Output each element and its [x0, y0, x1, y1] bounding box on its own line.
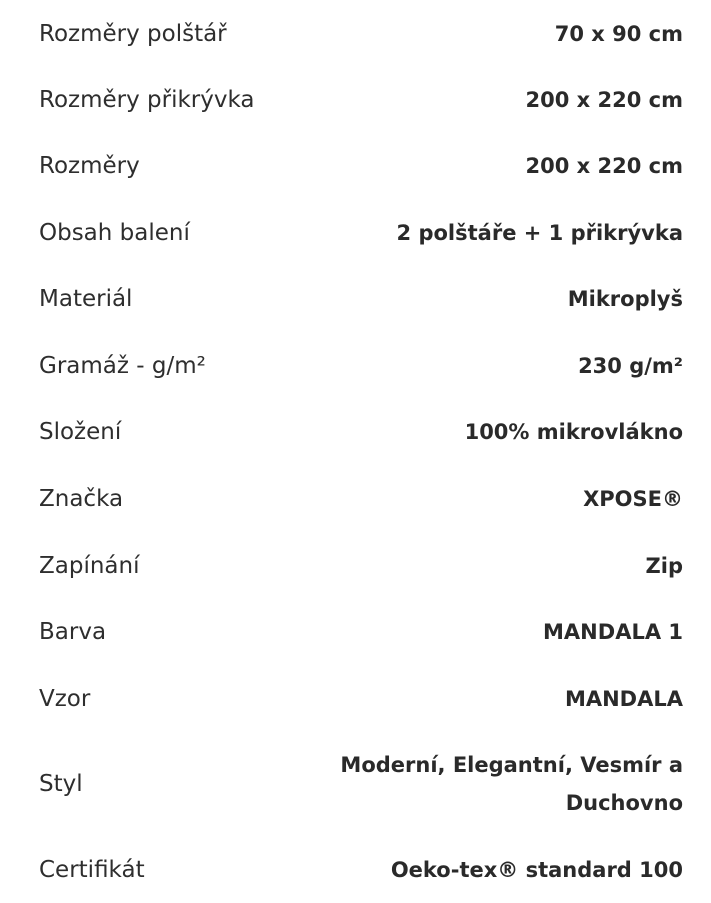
spec-row-composition [39, 413, 683, 451]
spec-row-style [39, 746, 683, 822]
spec-value: Mikroplyš [567, 287, 683, 311]
spec-row-material [39, 280, 683, 318]
spec-row-pillow-size [39, 15, 683, 53]
spec-label: Vzor [39, 686, 91, 712]
spec-row-brand [39, 480, 683, 518]
spec-label: Styl [39, 771, 83, 797]
spec-value: 200 x 220 cm [525, 154, 683, 178]
spec-label: Složení [39, 419, 122, 445]
spec-value: 2 polštáře + 1 přikrývka [396, 221, 683, 245]
spec-label: Zapínání [39, 553, 140, 579]
spec-row-grammage [39, 347, 683, 385]
spec-value: 100% mikrovlákno [464, 420, 683, 444]
spec-row-closure [39, 547, 683, 585]
spec-value: XPOSE® [583, 487, 683, 511]
spec-label: Rozměry přikrývka [39, 87, 255, 113]
spec-label: Obsah balení [39, 220, 190, 246]
spec-value: 200 x 220 cm [525, 88, 683, 112]
spec-value: Moderní, Elegantní, Vesmír a Duchovno [340, 753, 683, 815]
spec-row-duvet-size [39, 81, 683, 119]
spec-value: Zip [645, 554, 683, 578]
spec-label: Barva [39, 619, 107, 645]
spec-value: 70 x 90 cm [554, 22, 683, 46]
spec-value: MANDALA 1 [543, 620, 683, 644]
spec-row-package-contents [39, 214, 683, 252]
spec-row-pattern [39, 680, 683, 718]
spec-label: Certifikát [39, 857, 145, 883]
spec-label: Rozměry [39, 153, 140, 179]
spec-label: Značka [39, 486, 124, 512]
spec-label: Rozměry polštář [39, 21, 227, 47]
spec-label: Materiál [39, 286, 133, 312]
spec-row-size [39, 147, 683, 185]
spec-row-color [39, 613, 683, 651]
spec-value: Oeko-tex® standard 100 [390, 858, 683, 882]
spec-row-certificate [39, 851, 683, 889]
spec-value: 230 g/m² [578, 354, 683, 378]
spec-label: Gramáž - g/m² [39, 353, 206, 379]
spec-value: MANDALA [564, 687, 683, 711]
